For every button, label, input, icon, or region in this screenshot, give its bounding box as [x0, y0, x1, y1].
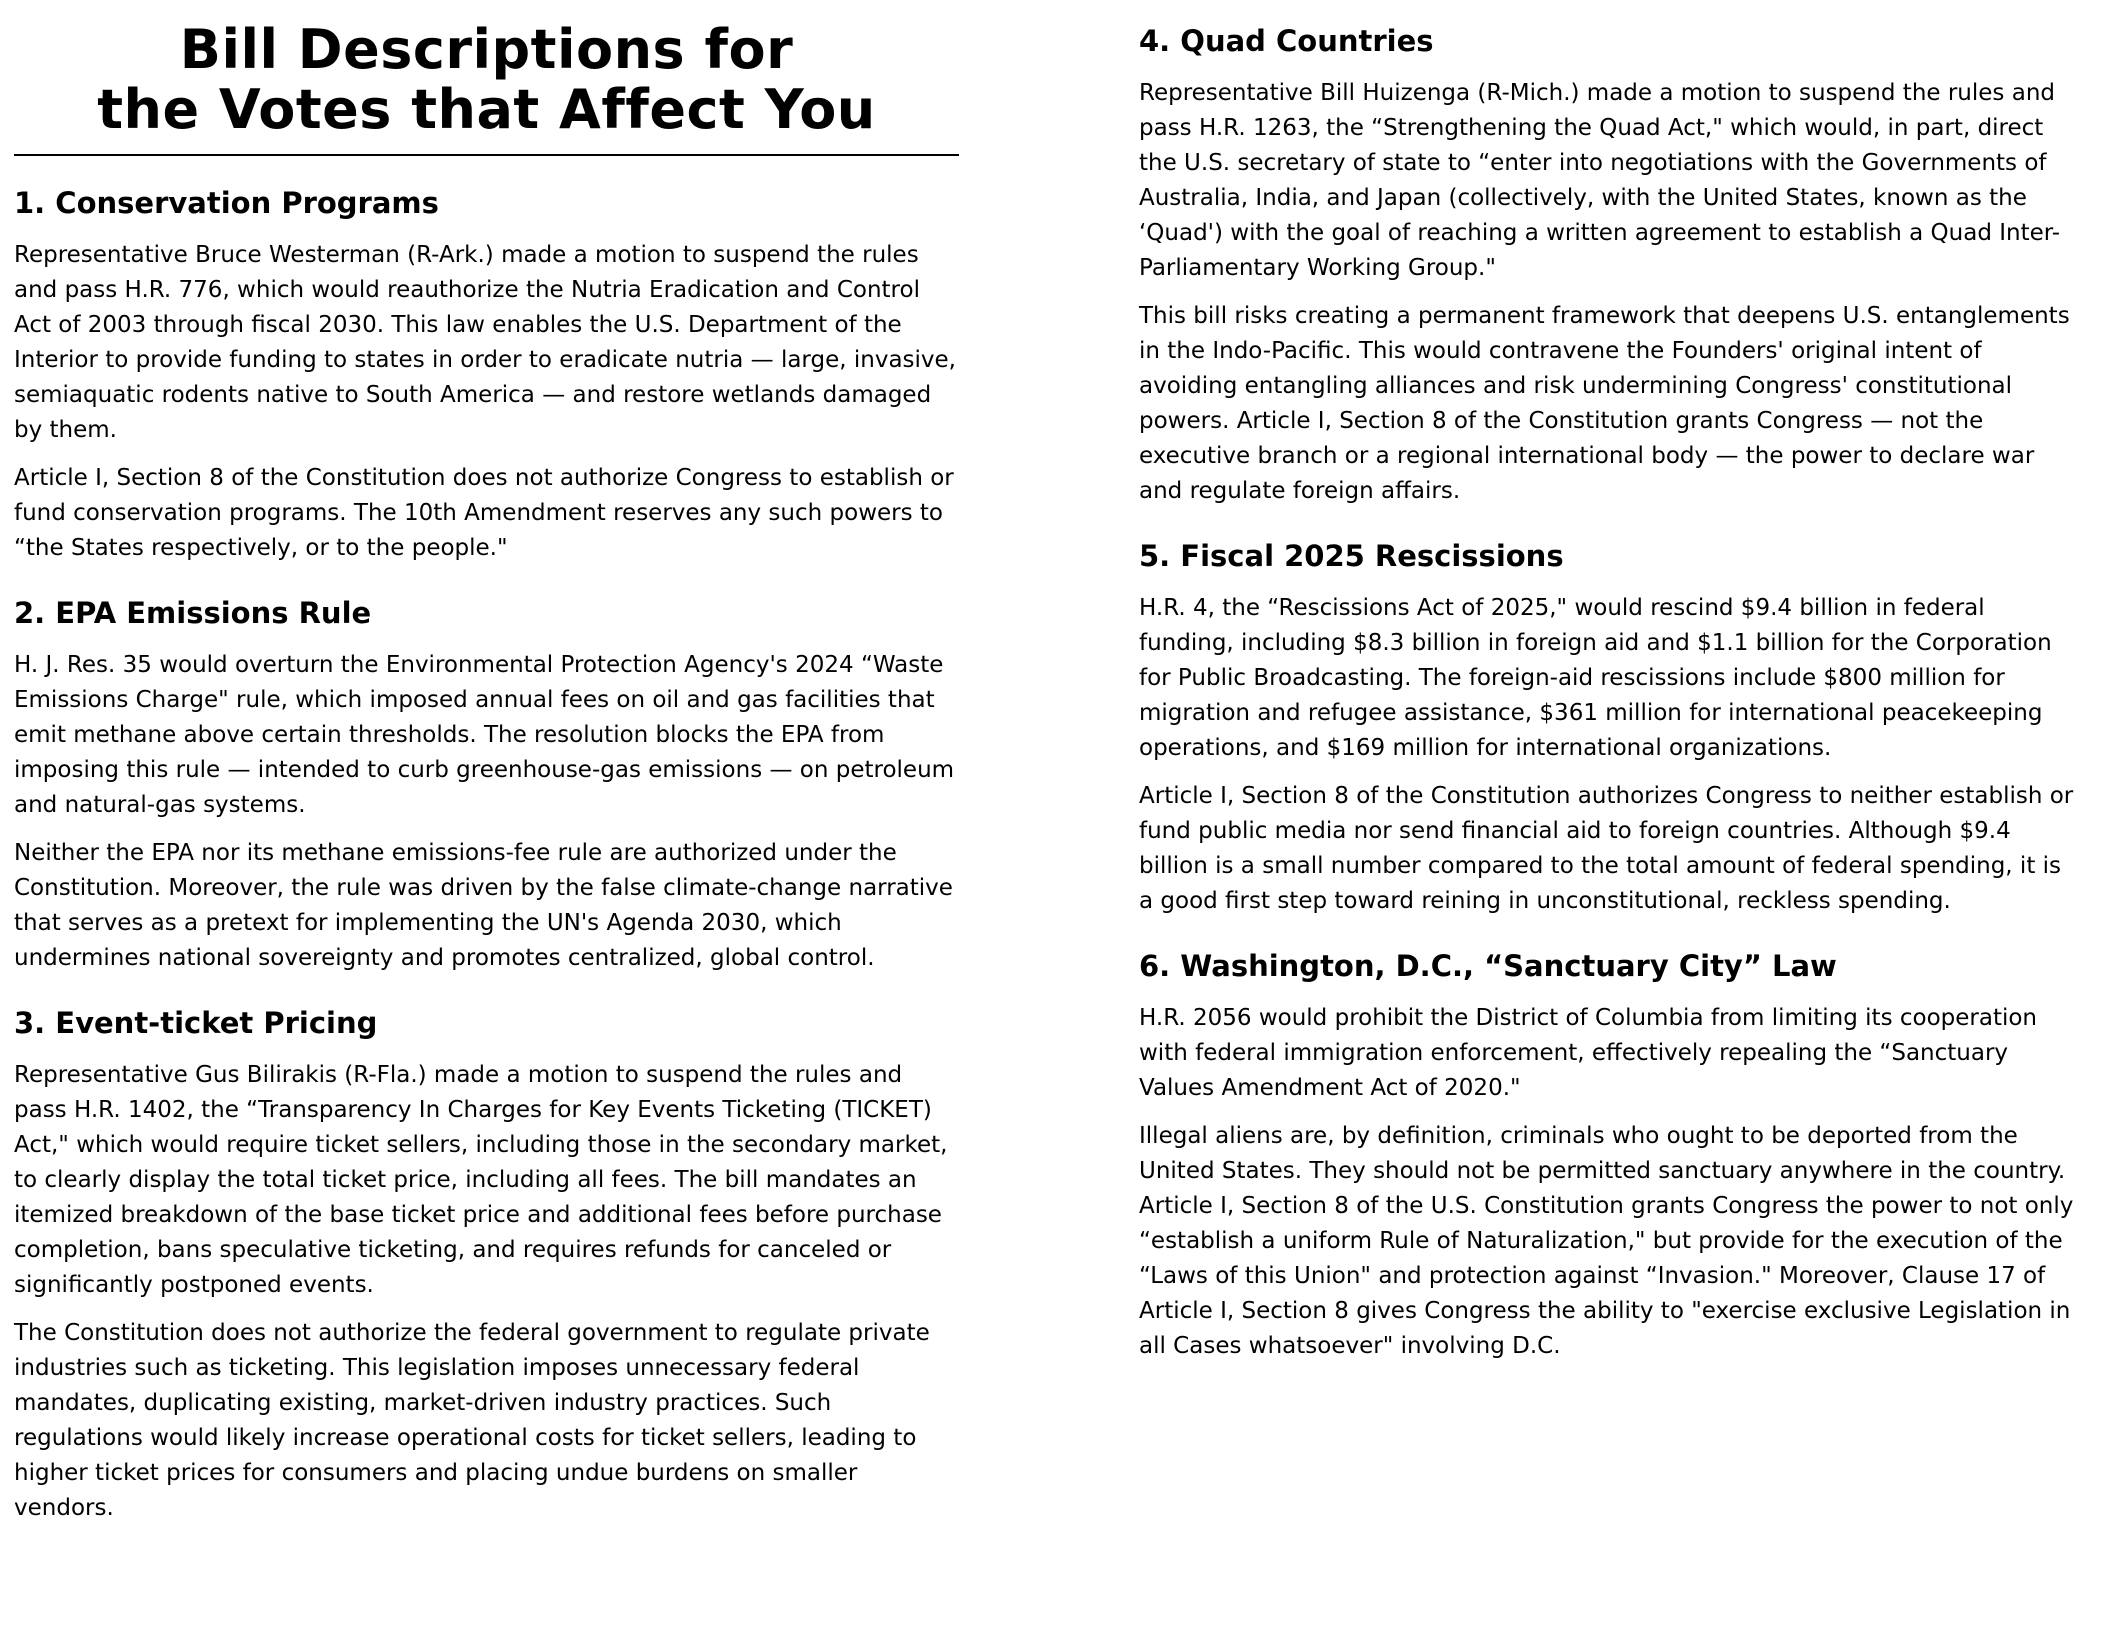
section-paragraph: Illegal aliens are, by definition, criminals who ought to be deported from the United States. They should not be permitted sanctuary anywhere in the country. Article I, Section 8 of the U.S. Constitution grants Congress the power to not only “establish a uniform Rule of Naturalization," but provide for the execution of the “Laws of this Union" and protection against “Invasion." Moreover, Clause 17 of Article I, Section 8 gives Congress the ability to "exercise exclusive Legislation in all Cases whatsoever" involving D.C.	[1139, 1123, 2074, 1359]
section-paragraph: H.R. 2056 would prohibit the District of Columbia from limiting its cooperation with federal immigration enforcement, effectively repealing the “Sanctuary Values Amendment Act of 2020."	[1139, 1005, 2038, 1101]
section-fiscal-2025-rescissions	[1139, 539, 2079, 919]
section-conservation-programs	[14, 186, 959, 566]
section-paragraph: The Constitution does not authorize the federal government to regulate private industries such as ticketing. This legislation imposes unnecessary federal mandates, duplicating existing, market-driven industry practices. Such regulations would likely increase operational costs for ticket sellers, leading to higher ticket prices for consumers and placing undue burdens on smaller vendors.	[14, 1320, 930, 1521]
section-paragraph: Representative Gus Bilirakis (R-Fla.) made a motion to suspend the rules and pass H.R. 1402, the “Transparency In Charges for Key Events Ticketing (TICKET) Act," which would require ticket sellers, including those in the secondary market, to clearly display the total ticket price, including all fees. The bill mandates an itemized breakdown of the base ticket price and additional fees before purchase completion, bans speculative ticketing, and requires refunds for canceled or significantly postponed events.	[14, 1062, 948, 1298]
section-paragraph: Article I, Section 8 of the Constitution authorizes Congress to neither establish or fund public media nor send financial aid to foreign countries. Although $9.4 billion is a small number compared to the total amount of federal spending, it is a good first step toward reining in unconstitutional, reckless spending.	[1139, 783, 2074, 914]
section-heading: 3. Event-ticket Pricing	[14, 1006, 378, 1040]
section-paragraph: Article I, Section 8 of the Constitution does not authorize Congress to establish or fund conservation programs. The 10th Amendment reserves any such powers to “the States respectively, or to the people."	[14, 465, 954, 561]
page-title	[14, 20, 959, 140]
section-heading: 2. EPA Emissions Rule	[14, 596, 372, 630]
section-epa-emissions-rule	[14, 596, 959, 976]
section-heading: 1. Conservation Programs	[14, 186, 439, 220]
section-heading: 5. Fiscal 2025 Rescissions	[1139, 539, 1564, 573]
two-column-layout	[14, 14, 2080, 1539]
section-heading: 4. Quad Countries	[1139, 24, 1434, 58]
section-paragraph: Representative Bill Huizenga (R-Mich.) made a motion to suspend the rules and pass H.R. 1263, the “Strengthening the Quad Act," which would, in part, direct the U.S. secretary of state to “enter into negotiations with the Governments of Australia, India, and Japan (collectively, with the United States, known as the ‘Quad') with the goal of reaching a written agreement to establish a Quad Inter-Parliamentary Working Group."	[1139, 80, 2061, 281]
section-heading: 6. Washington, D.C., “Sanctuary City” Law	[1139, 949, 1837, 983]
page-title-line1: Bill Descriptions for	[179, 18, 794, 81]
left-column	[14, 14, 959, 1539]
section-paragraph: H.R. 4, the “Rescissions Act of 2025," would rescind $9.4 billion in federal funding, including $8.3 billion in foreign aid and $1.1 billion for the Corporation for Public Broadcasting. The foreign-aid rescissions include $800 million for migration and refugee assistance, $361 million for international peacekeeping operations, and $169 million for international organizations.	[1139, 595, 2052, 761]
title-divider	[14, 154, 959, 156]
section-dc-sanctuary-city-law	[1139, 949, 2079, 1364]
section-quad-countries	[1139, 24, 2079, 509]
section-paragraph: Neither the EPA nor its methane emissions-fee rule are authorized under the Constitution. Moreover, the rule was driven by the false climate-change narrative that serves as a pretext for implementing the UN's Agenda 2030, which undermines national sovereignty and promotes centralized, global control.	[14, 840, 953, 971]
section-paragraph: This bill risks creating a permanent framework that deepens U.S. entanglements in the Indo-Pacific. This would contravene the Founders' original intent of avoiding entangling alliances and risk undermining Congress' constitutional powers. Article I, Section 8 of the Constitution grants Congress — not the executive branch or a regional international body — the power to declare war and regulate foreign affairs.	[1139, 303, 2070, 504]
section-paragraph: H. J. Res. 35 would overturn the Environmental Protection Agency's 2024 “Waste Emissions Charge" rule, which imposed annual fees on oil and gas facilities that emit methane above certain thresholds. The resolution blocks the EPA from imposing this rule — intended to curb greenhouse-gas emissions — on petroleum and natural-gas systems.	[14, 652, 955, 818]
right-column	[1139, 14, 2079, 1539]
section-event-ticket-pricing	[14, 1006, 959, 1526]
page-title-line2: the Votes that Affect You	[97, 78, 876, 141]
section-paragraph: Representative Bruce Westerman (R-Ark.) made a motion to suspend the rules and pass H.R. 776, which would reauthorize the Nutria Eradication and Control Act of 2003 through fiscal 2030. This law enables the U.S. Department of the Interior to provide funding to states in order to eradicate nutria — large, invasive, semiaquatic rodents native to South America — and restore wetlands damaged by them.	[14, 242, 956, 443]
